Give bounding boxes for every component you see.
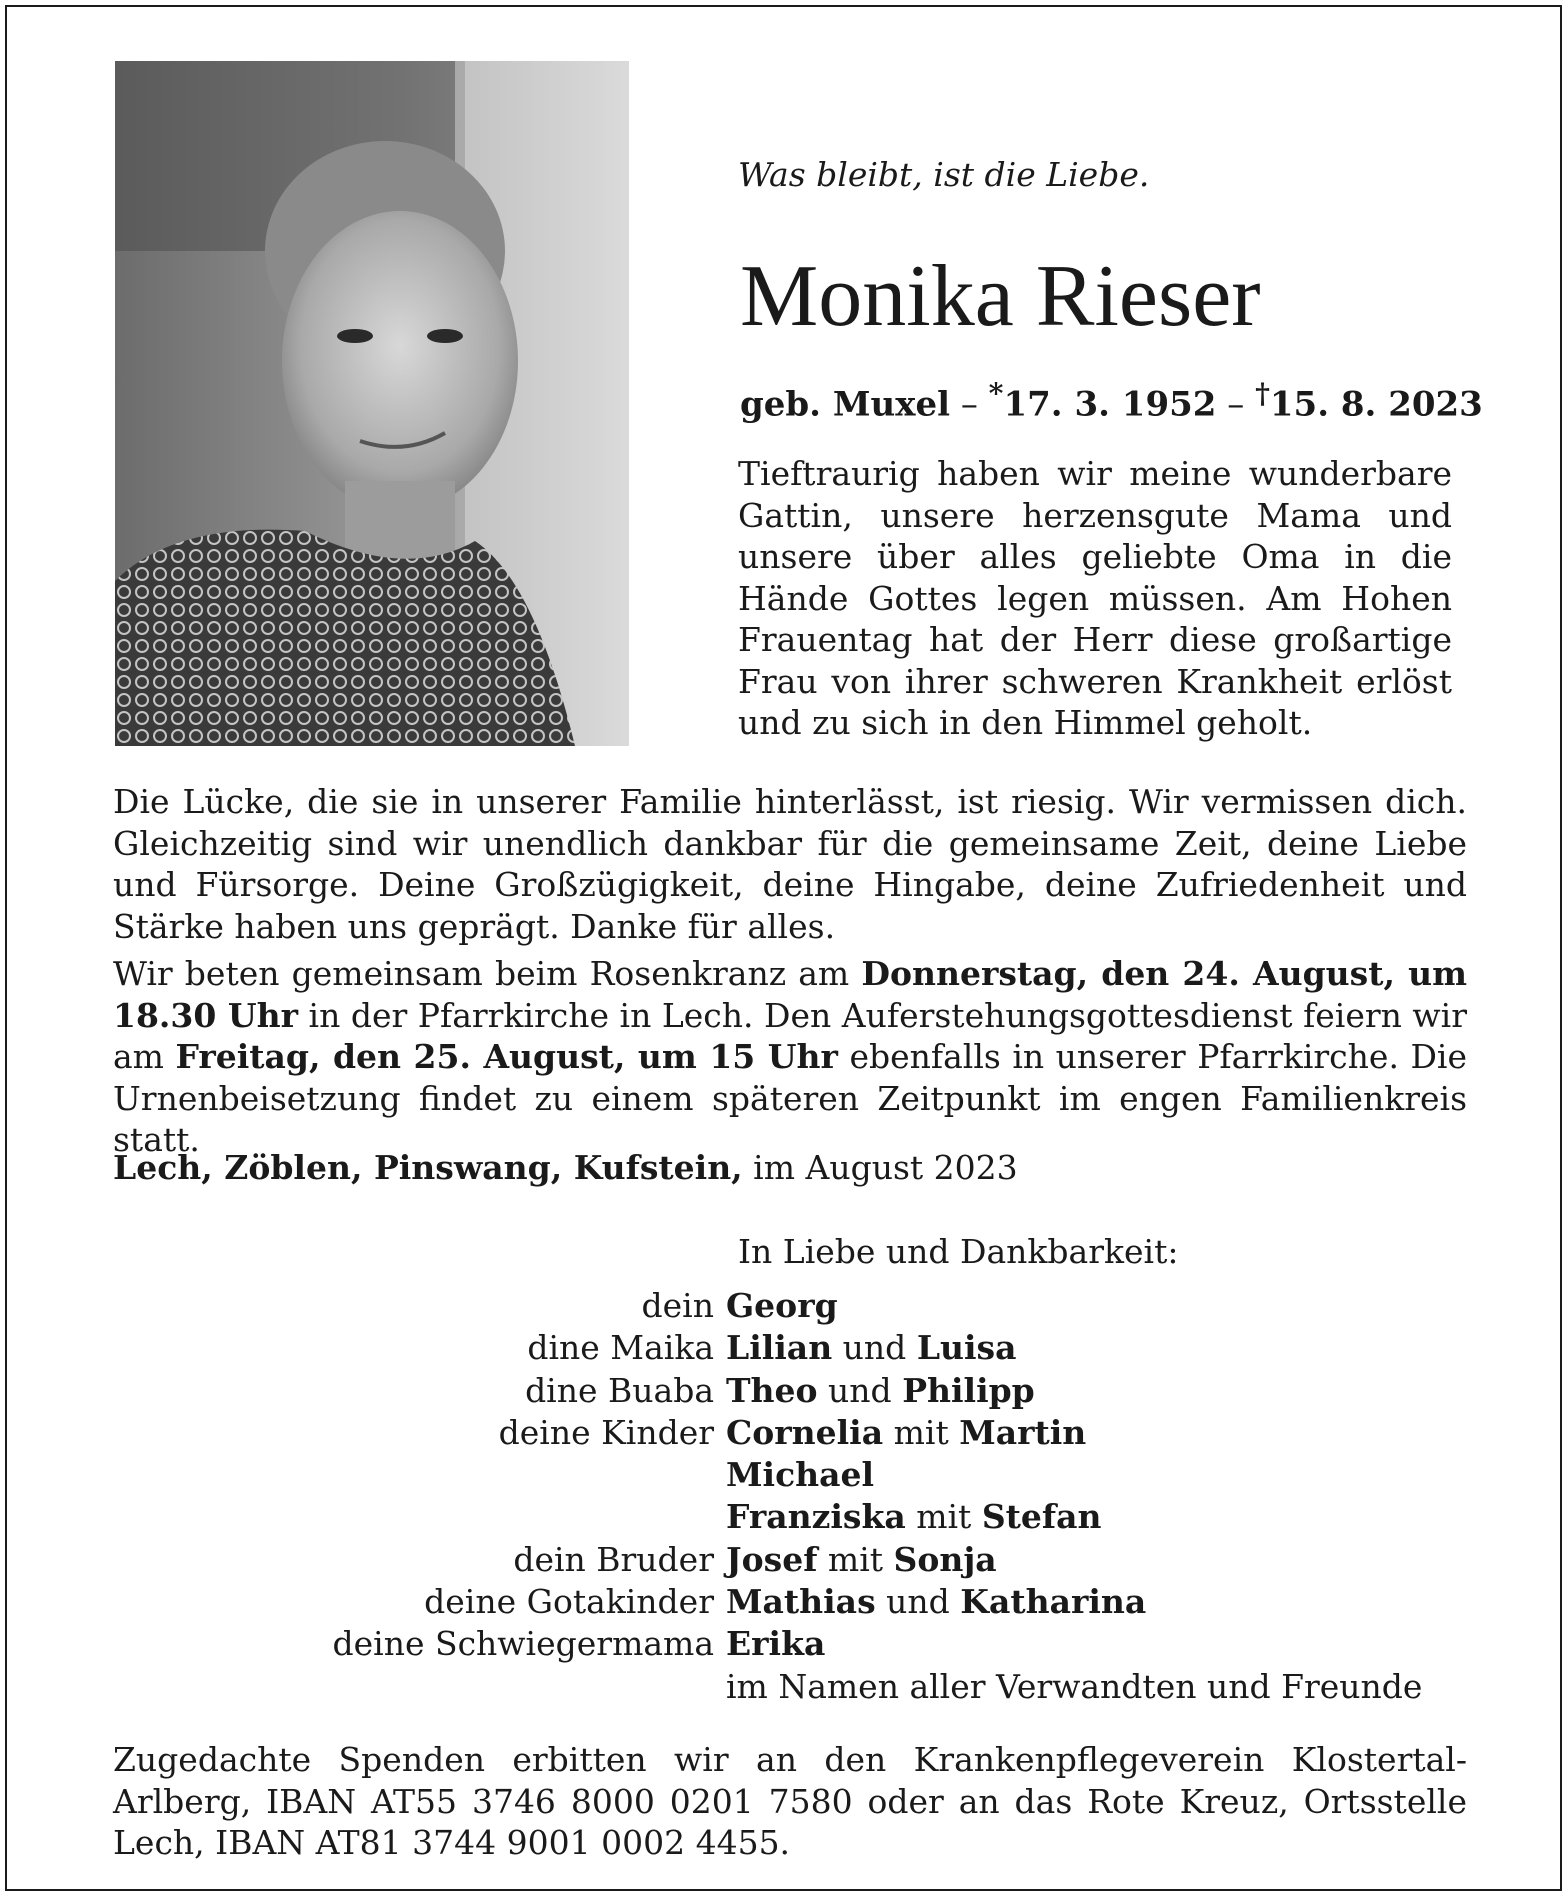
mourner-conjunction: mit (883, 1412, 960, 1452)
mourner-name: Erika (726, 1624, 826, 1664)
mourner-names (726, 1285, 838, 1327)
service-text: in der Pfarrkirche in Lech. Den Auferstehungsgottesdienst feiern wir am (113, 995, 1468, 1076)
mourner-name: Mathias (726, 1582, 876, 1622)
mourner-row (113, 1623, 1513, 1665)
mourner-conjunction: mit (905, 1497, 982, 1537)
life-dates (740, 371, 1483, 426)
mourners-list (113, 1285, 1513, 1708)
mourner-names (726, 1539, 997, 1581)
closing-line: im Namen aller Verwandten und Freunde (726, 1666, 1423, 1706)
mourner-name: Martin (959, 1412, 1087, 1452)
obituary-notice (5, 5, 1562, 1891)
mourner-role (113, 1666, 726, 1708)
mourner-row (113, 1454, 1513, 1496)
date-separator: – (950, 384, 989, 425)
mourner-role: deine Schwiegermama (332, 1624, 714, 1664)
place-towns: Lech, Zöblen, Pinswang, Kufstein, (113, 1148, 743, 1187)
mourner-role (113, 1496, 726, 1538)
mourner-name: Michael (726, 1455, 875, 1495)
mourner-names (726, 1496, 1101, 1538)
donation-paragraph: Zugedachte Spenden erbitten wir an den Krankenpflegeverein Klostertal-Arlberg, IBAN AT55 3746 8000 0201 7580 oder an das Rote Kreuz, Ortsstelle Lech, IBAN AT81 3744 9001 0002 4455. (113, 1740, 1467, 1862)
portrait-photo (115, 61, 629, 746)
death-date: 15. 8. 2023 (1269, 384, 1483, 425)
mourner-conjunction: und (832, 1328, 917, 1368)
mourner-conjunction: mit (817, 1539, 894, 1579)
intro-paragraph: Tieftraurig haben wir meine wunderbare Gattin, unsere herzensgute Mama und unsere über alles geliebte Oma in die Hände Gottes legen müssen. Am Hohen Frauentag hat der Herr diese großartige Frau von ihrer schweren Krankheit erlöst und zu sich in den Himmel geholt. (738, 454, 1452, 742)
mourner-row (113, 1539, 1513, 1581)
place-and-date (113, 1147, 1018, 1189)
mourner-role (113, 1454, 726, 1496)
mourner-role: deine Kinder (498, 1412, 714, 1452)
mourner-row (113, 1327, 1513, 1369)
mourner-names (726, 1412, 1086, 1454)
mourner-name: Sonja (893, 1539, 997, 1579)
mourner-row (113, 1581, 1513, 1623)
mourner-role: deine Gotakinder (424, 1582, 714, 1622)
mourner-conjunction: und (817, 1370, 903, 1410)
mourner-name: Franziska (726, 1497, 906, 1537)
mourner-name: Stefan (981, 1497, 1102, 1537)
mourner-role: dine Maika (527, 1328, 714, 1368)
mourner-name: Katharina (960, 1582, 1147, 1622)
rosary-time: Donnerstag, den 24. August, um 18.30 Uhr (113, 954, 1467, 1035)
service-text: Wir beten gemeinsam beim Rosenkranz am (113, 954, 862, 993)
mourner-row (113, 1412, 1513, 1454)
mourner-names (726, 1327, 1017, 1369)
service-text: ebenfalls in unserer Pfarrkirche. Die Urnenbeisetzung findet zu einem späteren Zeitpunkt im engen Familienkreis statt. (113, 1037, 1467, 1159)
mourner-role: dein (641, 1286, 714, 1325)
mourner-names (726, 1370, 1035, 1412)
deceased-name: Monika Rieser (740, 248, 1261, 345)
mourner-row (113, 1496, 1513, 1538)
mourner-name: Theo (726, 1370, 818, 1410)
service-paragraph (113, 953, 1467, 1161)
mourner-names (726, 1581, 1146, 1623)
mourner-name: Georg (726, 1286, 838, 1325)
mourner-row (113, 1666, 1513, 1708)
portrait-image (115, 61, 629, 746)
thanks-heading: In Liebe und Dankbarkeit: (738, 1232, 1179, 1271)
mourner-name: Cornelia (726, 1412, 884, 1452)
date-separator: – (1216, 384, 1256, 425)
died-symbol: † (1255, 376, 1270, 410)
notice-date: im August 2023 (742, 1148, 1018, 1187)
mourner-role: dine Buaba (525, 1370, 714, 1410)
mass-time: Freitag, den 25. August, um 15 Uhr (175, 1037, 838, 1076)
mourner-name: Lilian (726, 1328, 833, 1368)
mourner-name: Philipp (902, 1370, 1035, 1410)
birth-date: 17. 3. 1952 (1003, 384, 1217, 425)
mourner-names (726, 1623, 825, 1665)
mourner-row (113, 1370, 1513, 1412)
mourner-name: Josef (726, 1539, 818, 1579)
mourner-row (113, 1285, 1513, 1327)
mourner-names (726, 1454, 874, 1496)
memory-paragraph: Die Lücke, die sie in unserer Familie hinterlässt, ist riesig. Wir vermissen dich. Gleichzeitig sind wir unendlich dankbar für die gemeinsame Zeit, deine Liebe und Fürsorge. Deine Großzügigkeit, deine Hingabe, deine Zufriedenheit und Stärke haben uns geprägt. Danke für alles. (113, 782, 1467, 946)
mourner-role: dein Bruder (513, 1539, 714, 1579)
mourner-conjunction: und (875, 1582, 961, 1622)
motto: Was bleibt, ist die Liebe. (738, 155, 1150, 194)
birth-name: geb. Muxel (740, 384, 951, 425)
born-symbol: * (988, 376, 1004, 410)
mourner-name: Luisa (916, 1328, 1017, 1368)
